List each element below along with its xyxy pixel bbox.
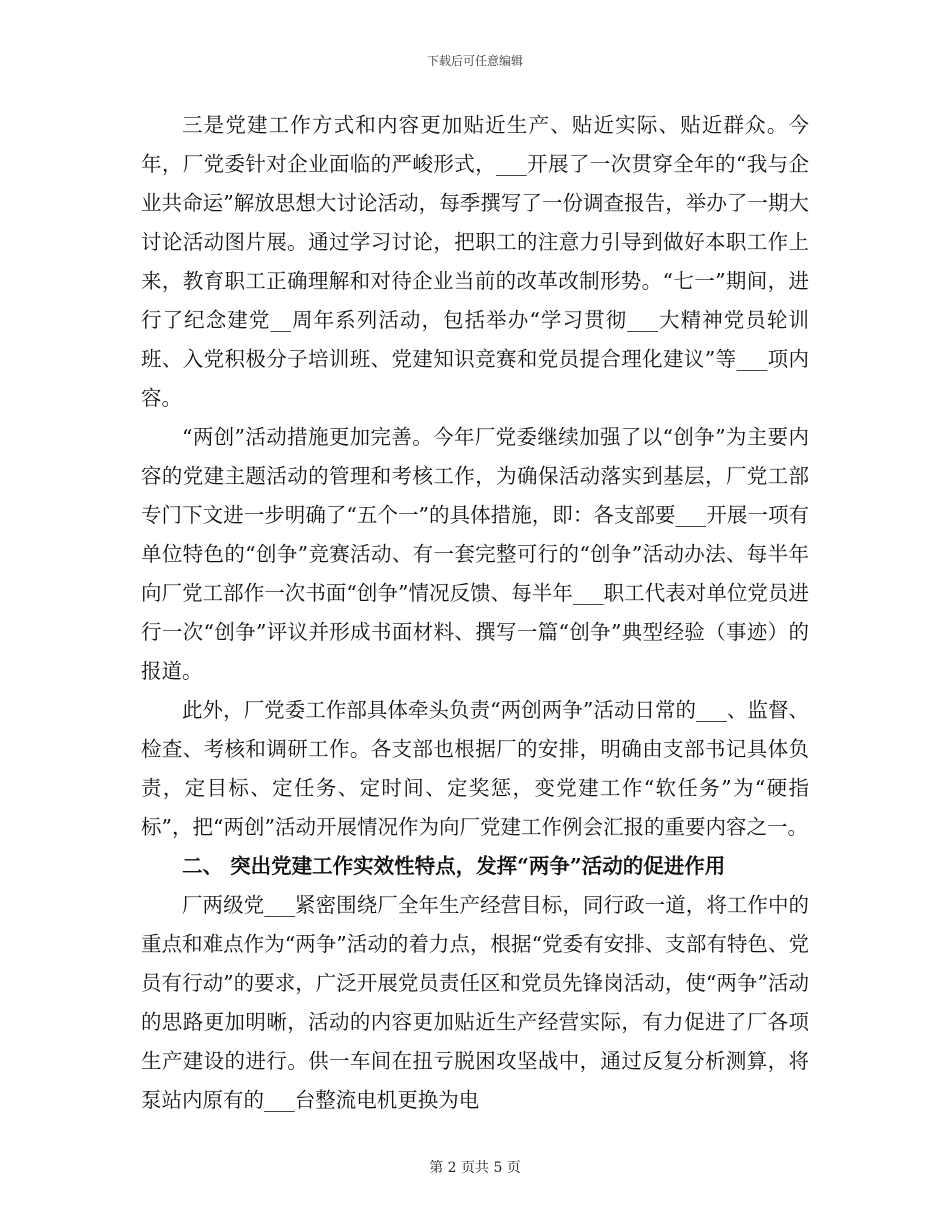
text-line: 二、 突出党建工作实效性特点，发挥“两争”活动的促进作用	[182, 854, 726, 878]
body-paragraph	[141, 691, 809, 847]
text-line: 会汇报的重要内容之一。	[582, 815, 808, 839]
text-line: “两创”活动措施更加完善。今年厂党委继续加强了以“创争”	[182, 425, 726, 449]
text-line: 支部要___开展一项有单位特色的“创争”竞赛活动、有一套完整可行	[141, 503, 809, 566]
text-line: 任务”为“硬指标”，把“两创”活动开展情况作为向厂党建工作例	[141, 776, 809, 839]
text-line: 厂两级党___紧密围绕厂全年生产经营目标，同行政一道，将工作	[182, 893, 768, 917]
text-line: 监督、检查、考核和调研工作。各支部也根据厂的安排，明确由支部	[141, 698, 809, 761]
body-paragraph	[141, 106, 809, 418]
text-line: 赛和党员提合理化建议”等___项内容。	[141, 347, 809, 410]
section-heading	[141, 847, 809, 886]
text-line: 馈、每半年___职工代表对单位党员进行一次“创争”评议并形成书面	[141, 581, 809, 644]
text-line: 举办了一期大讨论活动图片展。通过学习讨论，把职工的注意力引导	[141, 191, 810, 254]
text-line: 形势。“七一”期间，进行了纪念建党__周年系列活动，包括举办	[141, 269, 810, 332]
text-line: 的“创争”活动办法、每半年向厂党工部作一次书面“创争”情况反	[141, 542, 809, 605]
body-paragraph	[141, 886, 809, 1120]
text-line: 此外，厂党委工作部具体牵头负责“两创两争”活动日常的___、	[182, 698, 748, 722]
text-line: 部有特色、党员有行动”的要求，广泛开展党员责任区和党员先锋岗	[141, 932, 809, 995]
text-line: 今年，厂党委针对企业面临的严峻形式，___开展了一次贯穿全年的	[141, 113, 809, 176]
body-paragraph	[141, 418, 809, 691]
text-line: “我与企业共命运”解放思想大讨论活动，每季撰写了一份调查报告，	[141, 152, 810, 215]
text-line: 材料、撰写一篇“创争”典型经验（事迹）的报道。	[141, 620, 809, 683]
page-footer: 第 2 页共 5 页	[429, 1160, 521, 1176]
text-line: 三是党建工作方式和内容更加贴近生产、贴近实际、贴近群众。	[182, 113, 789, 137]
document-body	[141, 106, 809, 1120]
text-line: 书记具体负责，定目标、定任务、定时间、定奖惩，变党建工作“软	[141, 737, 810, 800]
text-line: “学习贯彻___大精神党员轮训班、入党积极分子培训班、党建知识竞	[141, 308, 809, 371]
text-line: 到做好本职工作上来，教育职工正确理解和对待企业当前的改革改制	[141, 230, 810, 293]
text-line: 活动，使“两争”活动的思路更加明晰，活动的内容更加贴近生产经	[141, 971, 809, 1034]
text-line: 中的重点和难点作为“两争”活动的着力点，根据“党委有安排、支	[141, 893, 810, 956]
text-line: 营实际，有力促进了厂各项生产建设的进行。供一车间在扭亏脱困攻	[141, 1010, 810, 1073]
page-header: 下载后可任意编辑	[426, 54, 523, 68]
text-line: 坚战中，通过反复分析测算，将泵站内原有的___台整流电机更换为电	[141, 1049, 810, 1112]
text-line: 为主要内容的党建主题活动的管理和考核工作，为确保活动落实到基	[141, 425, 810, 488]
text-line: 层，厂党工部专门下文进一步明确了“五个一”的具体措施，即：各	[141, 464, 810, 527]
